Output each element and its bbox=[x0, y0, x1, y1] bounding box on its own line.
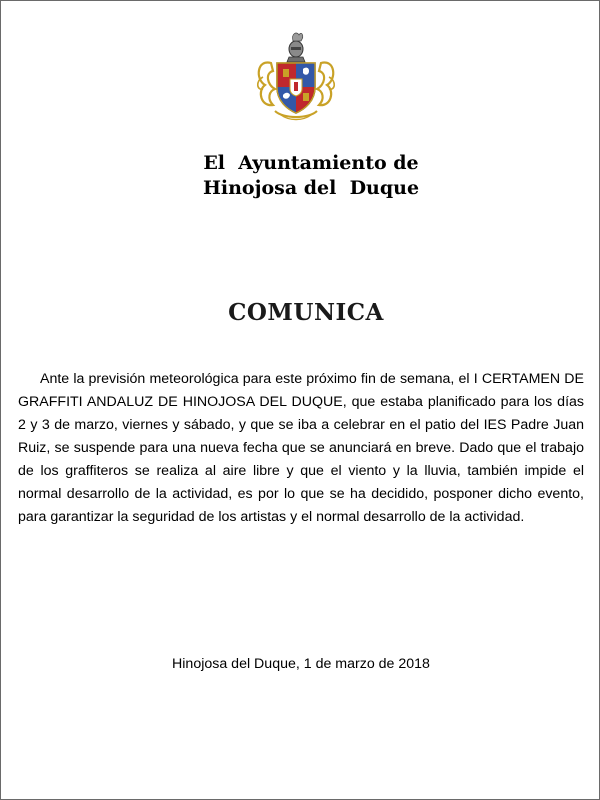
document-title: COMUNICA bbox=[228, 299, 384, 326]
place-and-date: Hinojosa del Duque, 1 de marzo de 2018 bbox=[172, 656, 430, 672]
letterhead-line-2: Hinojosa del Duque bbox=[202, 177, 420, 199]
coat-of-arms-icon bbox=[253, 29, 339, 121]
letterhead bbox=[151, 151, 471, 201]
letterhead-line-1: El Ayuntamiento de bbox=[203, 152, 419, 174]
announcement-body: Ante la previsión meteorológica para este próximo fin de semana, el I CERTAMEN DE GRAFFITI ANDALUZ DE HINOJOSA DEL DUQUE, que estaba planificado para los días 2 y 3 de marzo, viernes y sábado, y que se iba a celebrar en el patio del IES Padre Juan Ruiz, se suspende para una nueva fecha que se anunciará en breve. Dado que el trabajo de los graffiteros se realiza al aire libre y que el viento y la lluvia, también impide el normal desarrollo de la actividad, es por lo que se ha decidido, posponer dicho evento, para garantizar la seguridad de los artistas y el normal desarrollo de la actividad. bbox=[18, 371, 584, 525]
